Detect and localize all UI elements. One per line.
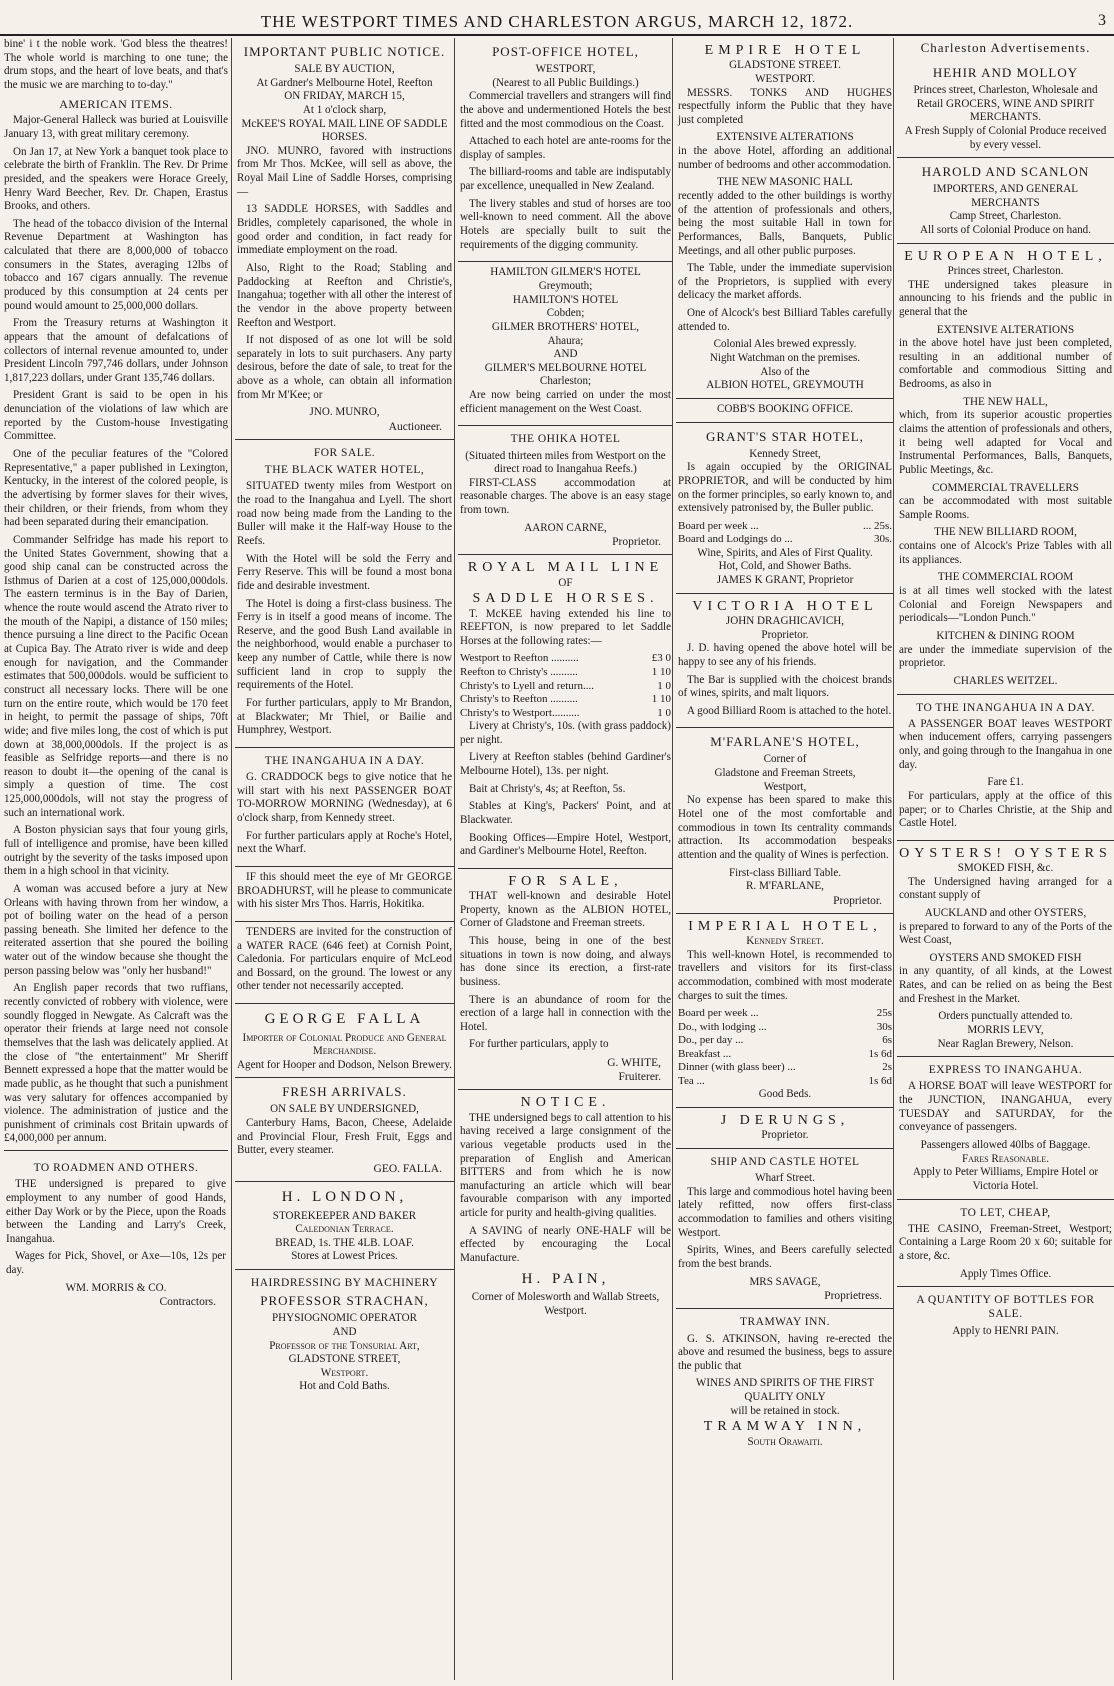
ad-signature-title: Proprietor. [833,894,882,907]
ad-line: AND [332,1325,357,1338]
ad-body: Bait at Christy's, 4s; at Reefton, 5s. [469,782,626,795]
ad-subtitle: THE BLACK WATER HOTEL, [264,464,425,477]
ad-title: HEHIR AND MOLLOY [932,64,1079,80]
article-intro: bine' i t the noble work. 'God bless the theatres! The whole world is marching to one tune; the drum stops, and the heart of love beats, and that's the music we are marching to to-day." [4,38,228,91]
ad-line: AND [553,348,578,361]
ad-line: ON FRIDAY, MARCH 15, [284,90,405,103]
price-value: 30s [876,1020,892,1033]
ad-line: WESTPORT. [755,72,815,85]
ad-line: Greymouth; [538,279,593,292]
ad-body: The Bar is supplied with the choicest brands of wines, spirits, and malt liquors. [678,673,892,700]
fare-row [460,707,671,721]
price-value: 2s [882,1061,892,1074]
ad-title: THE OHIKA HOTEL [510,433,621,446]
ad-cobbs-booking [676,399,894,423]
ad-line: Gladstone and Freeman Streets, [714,767,856,780]
column-4 [672,38,894,1680]
fare-row [460,680,671,694]
ad-albion-for-sale [458,869,673,1091]
ad-derungs [676,1108,894,1149]
ad-gilmer-hotels [458,262,673,426]
ad-title: TO ROADMEN AND OTHERS. [33,1162,199,1175]
ad-body: The Table, under the immediate supervision of the Proprietors, is supplied with every delicacy the market affords. [678,262,892,302]
ad-line: EXTENSIVE ALTERATIONS [936,323,1075,336]
ad-body: A HORSE BOAT will leave WESTPORT for the JUNCTION, INANGAHUA, every TUESDAY and SATURDAY, for the conveyance of passengers. [899,1080,1112,1134]
ad-line: ON SALE BY UNDERSIGNED, [270,1103,419,1116]
ad-line: COMMERCIAL TRAVELLERS [932,481,1079,494]
fare-price: 1 0 [657,679,671,692]
ad-body: are under the immediate supervision of the proprietor. [899,643,1112,670]
ad-broadhurst [235,867,454,922]
ad-line: Cobden; [546,307,585,320]
masthead-title: THE WESTPORT TIMES AND CHARLESTON ARGUS, MARCH 12, 1872. [260,12,854,31]
ad-line: Professor of the Tonsurial Art, [269,1339,420,1352]
ad-body: TENDERS are invited for the construction of a WATER RACE (646 feet) at Cornish Point, Caledonia. For particulars enquire of McLeod and Bossard, on the ground. The lowest or any other tender not necessarily accepted. [237,925,452,993]
ad-address: Near Raglan Brewery, Nelson. [937,1037,1074,1050]
ad-oysters [897,841,1114,1058]
ad-harold-and-scanlon [897,158,1114,244]
ad-line: OYSTERS AND SMOKED FISH [929,951,1082,964]
ad-body: A SAVING of nearly ONE-HALF will be effected by encouraging the Local Manufacture. [460,1224,671,1264]
ad-line: BREAD, 1s. THE 4LB. LOAF. [275,1236,414,1249]
fare-price: 1 10 [651,666,671,678]
ad-grants-star-hotel [676,423,894,594]
ad-line: Also of the [760,365,810,378]
ad-line: Good Beds. [758,1088,812,1101]
ad-line: Princes street, Charleston. [947,264,1064,277]
ad-body: This large and commodious hotel having been lately refitted, now offers first-class accommodation to families and others visiting Westport. [678,1185,892,1239]
ad-title: GEORGE FALLA [264,1011,425,1028]
ad-body: The livery stables and stud of horses are too well-known to need comment. All the above Hotels are specially built to suit the requirements of the digging community. [460,197,671,251]
ad-bitters-notice [458,1090,673,1323]
ad-signature: G. WHITE, [607,1057,661,1070]
ad-signature-title: Auctioneer. [388,421,442,433]
ad-signature: JAMES K GRANT, Proprietor [716,574,854,587]
ad-signature: WM. MORRIS & CO. [65,1281,167,1294]
ad-title: OYSTERS! OYSTERS [899,845,1112,861]
ad-title: HAROLD AND SCANLON [921,164,1090,180]
ad-signature: TRAMWAY INN, [703,1419,867,1435]
ad-title: SHIP AND CASTLE HOTEL [710,1155,860,1168]
ad-body: G. CRADDOCK begs to give notice that he will start with his next PASSENGER BOAT TO-MORROW MORNING (Wednesday), at 6 o'clock sharp, from Kennedy street. [237,771,452,825]
ad-signature-title: Contractors. [159,1296,216,1309]
price-value: 6s [882,1034,892,1047]
ad-body: T. McKEE having extended his line to REEFTON, is now prepared to let Saddle Horses at the following rates:— [460,607,671,647]
ad-body: Livery at Reefton stables (behind Gardiner's Melbourne Hotel), 13s. per night. [460,751,671,777]
ad-line: Proprietor. [761,1129,809,1142]
ad-body: IF this should meet the eye of Mr GEORGE BROADHURST, will he please to communicate with his sister Mrs Thos. Harris, Hokitika. [237,870,452,911]
ad-line: Hot and Cold Baths. [299,1380,390,1393]
ad-title: GRANT'S STAR HOTEL, [706,428,864,444]
ad-bottles [897,1287,1114,1343]
ad-body: The billiard-rooms and table are indisputably par excellence, unequalled in New Zealand. [460,166,671,193]
ad-signature: GEO. FALLA. [373,1162,442,1175]
ad-line: STOREKEEPER AND BAKER [272,1209,417,1222]
ad-title: COBB'S BOOKING OFFICE. [716,402,854,415]
ad-signature: CHARLES WEITZEL. [953,674,1058,687]
ad-title: TRAMWAY INN. [739,1316,831,1329]
ad-line: KITCHEN & DINING ROOM [936,629,1075,642]
price-row [678,533,892,547]
ad-body: in any quantity, of all kinds, at the Lowest Rates, and can be relied on as being the Best and Freshest in the Market. [899,965,1112,1005]
price-item: Breakfast ... [678,1047,732,1060]
ad-body: Also, Right to the Road; Stabling and Paddocking at Reefton and Christie's, Inangahua; together with all other the interest of the vendor in the above property between Reefton and Westport. [237,261,452,329]
price-value: 1s 6d [868,1047,892,1060]
ad-victoria-hotel [676,594,894,729]
ad-body: contains one of Alcock's Prize Tables with all its appliances. [899,540,1112,566]
price-value: ... 25s. [862,519,892,532]
ad-body: which, from its superior acoustic properties claims the attention of professionals and others, it being well adapted for Vocal and Instrumental Performances, Balls, Banquets, Public Meetings, &c. [899,409,1112,476]
ad-line: WESTPORT, [535,62,596,75]
ad-line: All sorts of Colonial Produce on hand. [919,224,1091,237]
price-value: 30s. [873,533,892,546]
ad-line: Stores at Lowest Prices. [291,1250,398,1263]
ad-body: JNO. MUNRO, favored with instructions from Mr Thos. McKee, will sell as above, the Royal Mail Line of Saddle Horses, comprising— [237,144,452,198]
ad-european-hotel [897,244,1114,695]
ad-body: Stables at King's, Packers' Point, and at Blackwater. [460,800,671,826]
ad-title: HAIRDRESSING BY MACHINERY [250,1277,439,1290]
ad-line: JOHN DRAGHICAVICH, [725,614,845,627]
ad-line: SMOKED FISH, &c. [957,862,1054,874]
ad-body: A good Billiard Room is attached to the hotel. [687,704,892,717]
price-item: Tea ... [678,1074,705,1087]
ad-body: Canterbury Hams, Bacon, Cheese, Adelaide and Provincial Flour, Fresh Fruit, Eggs and Butter, every steamer. [237,1117,452,1157]
ad-line: First-class Billiard Table. [728,866,842,879]
ad-line: GILMER'S MELBOURNE HOTEL [484,361,647,374]
ad-empire-hotel [676,38,894,399]
ad-line: ALBION HOTEL, GREYMOUTH [706,379,864,392]
ad-body: For further particulars, apply to [469,1038,609,1051]
ad-body: Wages for Pick, Shovel, or Axe—10s, 12s per day. [6,1250,226,1277]
section-title-american-items: AMERICAN ITEMS. [59,96,173,111]
ad-body: Livery at Christy's, 10s. (with grass paddock) per night. [460,720,671,746]
ad-title: ROYAL MAIL LINE [467,560,664,576]
ad-line: GLADSTONE STREET. [729,59,841,72]
ad-body: Booking Offices—Empire Hotel, Westport, and Gardiner's Melbourne Hotel, Reefton. [460,831,671,858]
ad-body: THE undersigned is prepared to give employment to any number of good Hands, either Day Work or by the Piece, upon the Roads between the Landing and Larry's Creek, Inangahua. [6,1178,226,1245]
ad-public-notice [235,38,454,440]
ad-body: For further particulars, apply to Mr Brandon, at Blackwater; Mr Thiel, or Bailie and Humphrey, Westport. [237,697,452,737]
article-paragraph: From the Treasury returns at Washington it appears that the amount of defalcations of collectors of internal revenue amounted to, under President Lincoln 797,746 dollars, under Johnson 1,817,223 dollars, under Grant 135,746 dollars. [4,317,228,384]
ad-line: AUCKLAND and other OYSTERS, [924,906,1087,919]
fare-price: £3 0 [651,652,671,665]
price-value: 25s [876,1007,892,1020]
page-number: 3 [1098,12,1106,29]
fare-route: Westport to Reefton .......... [460,652,579,665]
ad-line: Fare £1. [987,776,1024,789]
ad-body: This house, being in one of the best situations in town is now doing, and always has done since its erection, a first-rate business. [460,934,671,988]
ad-title: H. LONDON, [281,1189,408,1206]
ad-black-water-hotel [235,440,454,748]
ad-body: is at all times well stocked with the latest Colonial and Foreign Newspapers and periodicals—"London Punch." [899,585,1112,625]
price-row [678,520,892,534]
article-paragraph: A woman was accused before a jury at New Orleans with having thrown from her window, a pot of boiling water on the head of a person passing beneath. She limited her defence to the reiterated assertion that she poured the boiling water out of the window because she thought the person passing below was "only her husband!" [4,882,228,977]
ad-body: is prepared to forward to any of the Ports of the West Coast, [899,920,1112,947]
ad-line: Charleston; [539,375,592,388]
ad-title: TO LET, CHEAP, [960,1206,1051,1219]
ad-body: There is an abundance of room for the erection of a large hall in connection with the Hotel. [460,993,671,1033]
divider [4,1150,228,1151]
fare-route: Christy's to Westport.......... [460,706,580,719]
ad-line: SALE BY AUCTION, [294,62,395,75]
ad-title: TO THE INANGAHUA IN A DAY. [916,701,1095,714]
ad-line: Wine, Spirits, and Ales of First Quality. [697,546,873,559]
ad-signature-title: Proprietor. [612,536,661,549]
ad-line: GLADSTONE STREET, [288,1353,401,1366]
ad-line: Orders punctually attended to. [938,1010,1073,1023]
ad-body: The Hotel is doing a first-class business. The Ferry is in itself a good means of income. The Reserve, and the good Bush Land available in the neighborhood, would enable a purchaser to keep any number of Cattle, while there is now sufficient land in crop to supply the requirements of the Hotel. [237,597,452,692]
fare-row [460,693,671,707]
ad-line: Princes street, Charleston, Wholesale and Retail GROCERS, WINE AND SPIRIT MERCHANTS. [913,83,1098,124]
ad-title: NOTICE. [520,1095,611,1111]
column-2 [231,38,454,1680]
ad-body: in the above hotel have just been completed, resulting in an additional number of comfortable and commodious Sitting and Bedrooms, as also in [899,337,1112,391]
ad-signature: AARON CARNE, [524,521,607,534]
price-item: Board and Lodgings do ... [678,533,793,546]
fare-row [460,666,671,680]
ad-body: For particulars, apply at the office of this paper; or to Charles Christie, at the Ship and Castle Hotel. [899,789,1112,830]
ad-line: Caledonian Terrace. [295,1223,394,1236]
ad-body: If not disposed of as one lot will be sold separately in lots to suit purchasers. Any party desirous, before the date of sale, to treat for the above as a whole, can obtain all information from Mr M'Kee; or [237,334,452,401]
ad-subtitle: SADDLE HORSES. [472,591,659,607]
ad-body: A PASSENGER BOAT leaves WESTPORT when inducement offers, carrying passengers only, and going through to the Inangahua in one day. [899,717,1112,771]
ad-line: HAMILTON'S HOTEL [512,293,619,306]
ad-ohika-hotel [458,426,673,555]
ad-hehir-and-molloy [897,59,1114,158]
ad-body: THAT well-known and desirable Hotel Property, known as the ALBION HOTEL, Corner of Gladstone and Freeman streets. [460,890,671,930]
ad-inangahua-boat [235,748,454,867]
ad-line: HAMILTON GILMER'S HOTEL [490,266,641,279]
price-row [678,1075,892,1089]
ad-title: FRESH ARRIVALS. [282,1084,407,1100]
ad-body: THE undersigned begs to call attention to his having received a large consignment of the various vegetable products used in the preparation of English and American BITTERS and from which he is now manufacturing an article which will bear favourable comparison with any imported article for purity and health-giving qualities. [460,1111,671,1220]
ad-body: The Undersigned having arranged for a constant supply of [899,875,1112,902]
section-title-charleston: Charleston Advertisements. [920,40,1091,55]
ad-line: Westport, [763,780,807,793]
ad-title: EUROPEAN HOTEL, [904,248,1107,264]
ad-title: THE INANGAHUA IN A DAY. [264,754,425,767]
ad-title: A QUANTITY OF BOTTLES FOR SALE. [916,1294,1095,1321]
ad-line: McKEE'S ROYAL MAIL LINE OF SADDLE HORSES. [241,117,448,144]
price-row [678,1021,892,1035]
ad-line: At Gardner's Melbourne Hotel, Reefton [256,76,433,89]
ad-signature: R. M'FARLANE, [746,880,824,893]
ad-line: EXTENSIVE ALTERATIONS [716,131,854,144]
ad-title: FOR SALE, [508,873,623,889]
ad-line: Westport. [320,1366,369,1379]
ad-george-falla [235,1004,454,1078]
price-row [678,1007,892,1021]
fare-table [460,652,671,720]
ad-signature-title: Fruiterer. [618,1071,661,1084]
ad-title: M'FARLANE'S HOTEL, [710,734,860,750]
column-5 [893,38,1114,1680]
ad-address: Corner of Molesworth and Wallab Streets, Westport. [471,1291,660,1317]
ad-line: (Nearest to all Public Buildings.) [492,76,639,89]
ad-line: Importer of Colonial Produce and General Merchandise. [242,1031,447,1058]
ad-roadmen [4,1155,228,1314]
price-item: Board per week ... [678,519,759,532]
ad-body: One of Alcock's best Billiard Tables carefully attended to. [678,307,892,333]
ad-body: MESSRS. TONKS AND HUGHES respectfully inform the Public that they have just completed [678,86,892,126]
ad-body: Attached to each hotel are ante-rooms for the display of samples. [460,135,671,161]
fare-price: 1 0 [657,706,671,719]
ad-line: Passengers allowed 40lbs of Baggage. [920,1139,1091,1152]
ad-line: Corner of [763,753,807,766]
ad-line: Colonial Ales brewed expressly. [713,338,857,351]
ad-body: J. D. having opened the above hotel will be happy to see any of his friends. [678,642,892,668]
fare-route: Reefton to Christy's .......... [460,666,578,678]
ad-line: (Situated thirteen miles from Westport on the direct road to Inangahua Reefs.) [465,449,666,476]
ad-line: THE NEW HALL, [963,395,1048,408]
ad-line: Camp Street, Charleston. [949,210,1062,223]
masthead [0,0,1114,36]
ad-line: A Fresh Supply of Colonial Produce received by every vessel. [904,124,1107,151]
ad-h-london [235,1182,454,1270]
ad-body: THE undersigned takes pleasure in announcing to his friends and the public in general that the [899,278,1112,318]
ad-post-office-hotel [458,38,673,262]
article-paragraph: Commander Selfridge has made his report to the United States Government, showing that a good ship canal can be constructed across the Isthmus of Darien at a cost of 125,000,000dols. The eastern terminus is in the Bay of Darien, whence the route would ascend the Atrato river to the mouth of the Napipi, a distance of 150 miles; thence pursuing a line direct to the Pacific Ocean at Cupica Bay. The Atrato river is wide and deep enough for navigation, and the Commander estimates that 500,000dols. would be sufficient to construct all necessary locks. There will be one turn on the entire route, which would be 170 feet in height, to permit the passage of ships, 70ft wide; and five miles long, the cost of which is put down at 38,000,000dols. If the project is as feasible as Selfridge reports—and there is no reason to doubt it—the opening of the canal is simply a question of time. The cost 125,000,000dols, will not stay the progress of such an international work. [4,533,228,819]
ad-body: Are now being carried on under the most efficient management on the West Coast. [460,389,671,415]
ad-line: THE NEW MASONIC HALL [717,176,853,189]
ad-signature-title: Proprietress. [824,1290,882,1303]
ad-line: PHYSIOGNOMIC OPERATOR [272,1312,417,1325]
ad-line: Night Watchman on the premises. [709,352,861,365]
ad-body: recently added to the other buildings is worthy of the attention of professionals and others, being the most suitable Hall in town for Performances, Balls, Banquets, Public Meetings, and all other public purposes. [678,189,892,257]
ad-body: in the above Hotel, affording an additional number of bedrooms and other accommodation. [678,145,892,171]
ad-body: THE CASINO, Freeman-Street, Westport; Containing a Large Room 20 x 60; suitable for a store, &c. [899,1222,1112,1263]
ad-title: EMPIRE HOTEL [704,43,866,58]
ad-body: G. S. ATKINSON, having re-erected the above and resumed the business, begs to assure the public that [678,1332,892,1372]
ad-body: Is again occupied by the ORIGINAL PROPRIETOR, and will be conducted by him on the former principles, so early known to, and extensively patronised by, the Buller public. [678,461,892,515]
article-paragraph: On Jan 17, at New York a banquet took place to celebrate the birth of Franklin. The Rev. Dr Prime presided, and the speakers were Horace Greely, Henry Ward Beecher, Rev. Dr. Chapen, Erastus Brooks, and others. [4,145,228,213]
ad-signature: MRS SAVAGE, [749,1275,821,1288]
price-item: Board per week ... [678,1007,759,1020]
ad-signature: MORRIS LEVY, [967,1024,1044,1037]
article-paragraph: A Boston physician says that four young girls, full of intelligence and promise, have been killed outright by the severity of the tasks imposed upon them in a high school in that vicinity. [4,824,228,878]
price-item: Do., with lodging ... [678,1020,767,1033]
ad-fresh-arrivals [235,1078,454,1182]
ad-body: With the Hotel will be sold the Ferry and Ferry Reserve. This will be found a most bona fide and desirable investment. [237,552,452,592]
article-paragraph: One of the peculiar features of the "Colored Representative," a paper published in Lexington, Kentucky, in the interest of the colored people, is the advertising by former slaves for their wives, their children, or their friends, from whom they had been separated during their emancipation. [4,448,228,529]
ad-title: FOR SALE. [313,447,376,460]
ad-line: Agent for Hooper and Dodson, Nelson Brewery. [237,1058,452,1071]
ad-body: can be accommodated with most suitable Sample Rooms. [899,495,1112,521]
ad-line: PROFESSOR STRACHAN, [260,1293,429,1309]
price-table [678,520,892,547]
ad-title: EXPRESS TO INANGAHUA. [928,1064,1083,1077]
price-row [678,1048,892,1062]
ad-body: No expense has been spared to make this Hotel one of the most comfortable and commodious in town Its centrality commands attraction. Its accommodation bespeaks attention and the quality of Wines is perfection. [678,794,892,861]
fare-route: Christy's to Lyell and return.... [460,679,594,692]
ad-body: FIRST-CLASS accommodation at reasonable charges. The above is an easy stage from town. [460,476,671,517]
ad-line: Kennedy Street. [746,935,824,948]
ad-line: THE COMMERCIAL ROOM [937,571,1074,584]
ad-line: WINES AND SPIRITS OF THE FIRST QUALITY ONLY [695,1377,875,1404]
price-value: 1s 6d [868,1074,892,1087]
article-paragraph: An English paper records that two ruffians, recently convicted of robbery with violence, were soundly flogged in Newgate. As Calcraft was the operator their friends at large need not console themselves that the lash was delicately applied. At the close of "the entertainment" Mr Sheriff Bennett expressed a hope that the matter would be made public, as he thought that such a punishment was very salutary for offences accompanied by violence. The administration of justice and the punishment of criminals cost Britain upwards of £4,000,000 per annum. [4,982,228,1145]
ad-line: At 1 o'clock sharp, [302,103,387,116]
ad-body: This well-known Hotel, is recommended to travellers and visitors for its first-class accommodation, combined with most moderate charges to suit the times. [678,948,892,1002]
ad-title: IMPERIAL HOTEL, [688,918,882,934]
article-paragraph: Major-General Halleck was buried at Louisville January 13, with great military ceremony. [4,114,228,140]
ad-signature: JNO. MUNRO, [309,406,380,419]
ad-line: Hot, Cold, and Shower Baths. [718,560,852,573]
ad-line: THE NEW BILLIARD ROOM, [934,526,1077,539]
ad-line: GILMER BROTHERS' HOTEL, [491,320,640,333]
ad-express-inangahua [897,1057,1114,1199]
ad-royal-mail-line [458,555,673,868]
price-item: Do., per day ... [678,1034,744,1047]
ad-imperial-hotel [676,914,894,1108]
ad-ship-and-castle [676,1149,894,1309]
ad-body: 13 SADDLE HORSES, with Saddles and Bridles, completely caparisoned, the whole in good order and condition, in fact ready for immediate employment on the road. [237,203,452,257]
ad-inangahua-passenger-boat [897,695,1114,841]
ad-line: Kennedy Street, [749,447,821,460]
column-1 [4,38,228,1680]
article-paragraph: The head of the tobacco division of the Internal Revenue Department at Washington has calculated that there are 8,000,000 of tobacco consumers in the States, averaging 12lbs of tobacco and 167 cigars annually. The revenue produced by this consumption at 24 cents per pound would amount to 25,000,000 dollars. [4,217,228,312]
ad-signature: H. PAIN, [521,1270,610,1287]
ad-line: will be retained in stock. [730,1404,840,1417]
ad-to-let [897,1200,1114,1288]
article-paragraph: President Grant is said to be open in his denunciation of the violations of law which are reported by the Custom-house Investigating Committee. [4,389,228,443]
ad-body: For further particulars apply at Roche's Hotel, next the Wharf. [237,829,452,856]
ad-title: IMPORTANT PUBLIC NOTICE. [243,44,446,59]
ad-title: POST-OFFICE HOTEL, [492,44,639,59]
fare-price: 1 10 [651,693,671,706]
ad-tramway-inn [676,1309,894,1454]
ad-body: SITUATED twenty miles from Westport on the road to the Inangahua and Lyell. The short road now being made from the Landing to the Buller will make it the Half-way House to the Reefs. [237,480,452,547]
fare-route: Christy's to Reefton .......... [460,693,578,706]
ad-line: IMPORTERS, AND GENERAL MERCHANTS [932,183,1079,209]
ad-title: VICTORIA HOTEL [692,598,878,614]
ad-body: Spirits, Wines, and Beers carefully selected from the best brands. [678,1244,892,1270]
price-row [678,1061,892,1075]
ad-mfarlanes-hotel [676,728,894,914]
ad-line: Ahaura; [547,334,584,347]
fare-row [460,652,671,666]
ad-hairdressing [235,1270,454,1399]
ad-body: Commercial travellers and strangers will find the above and undermentioned Hotels the best fitted and the most commodious on the Coast. [460,90,671,130]
price-row [678,1034,892,1048]
ad-line: Apply to Peter Williams, Empire Hotel or Victoria Hotel. [912,1166,1099,1192]
ad-line: Wharf Street. [755,1172,815,1185]
ad-line: Fares Reasonable. [961,1152,1050,1165]
ad-line: OF [558,576,573,589]
price-table [678,1007,892,1088]
ad-line: Apply Times Office. [959,1267,1052,1280]
ad-title: J DERUNGS, [720,1113,850,1129]
ad-signature-title: South Orawaiti. [747,1435,823,1448]
ad-line: Proprietor. [761,628,809,641]
ad-line: Apply to HENRI PAIN. [952,1324,1059,1337]
price-item: Dinner (with glass beer) ... [678,1061,796,1074]
column-3 [454,38,673,1680]
ad-tenders [235,922,454,1004]
